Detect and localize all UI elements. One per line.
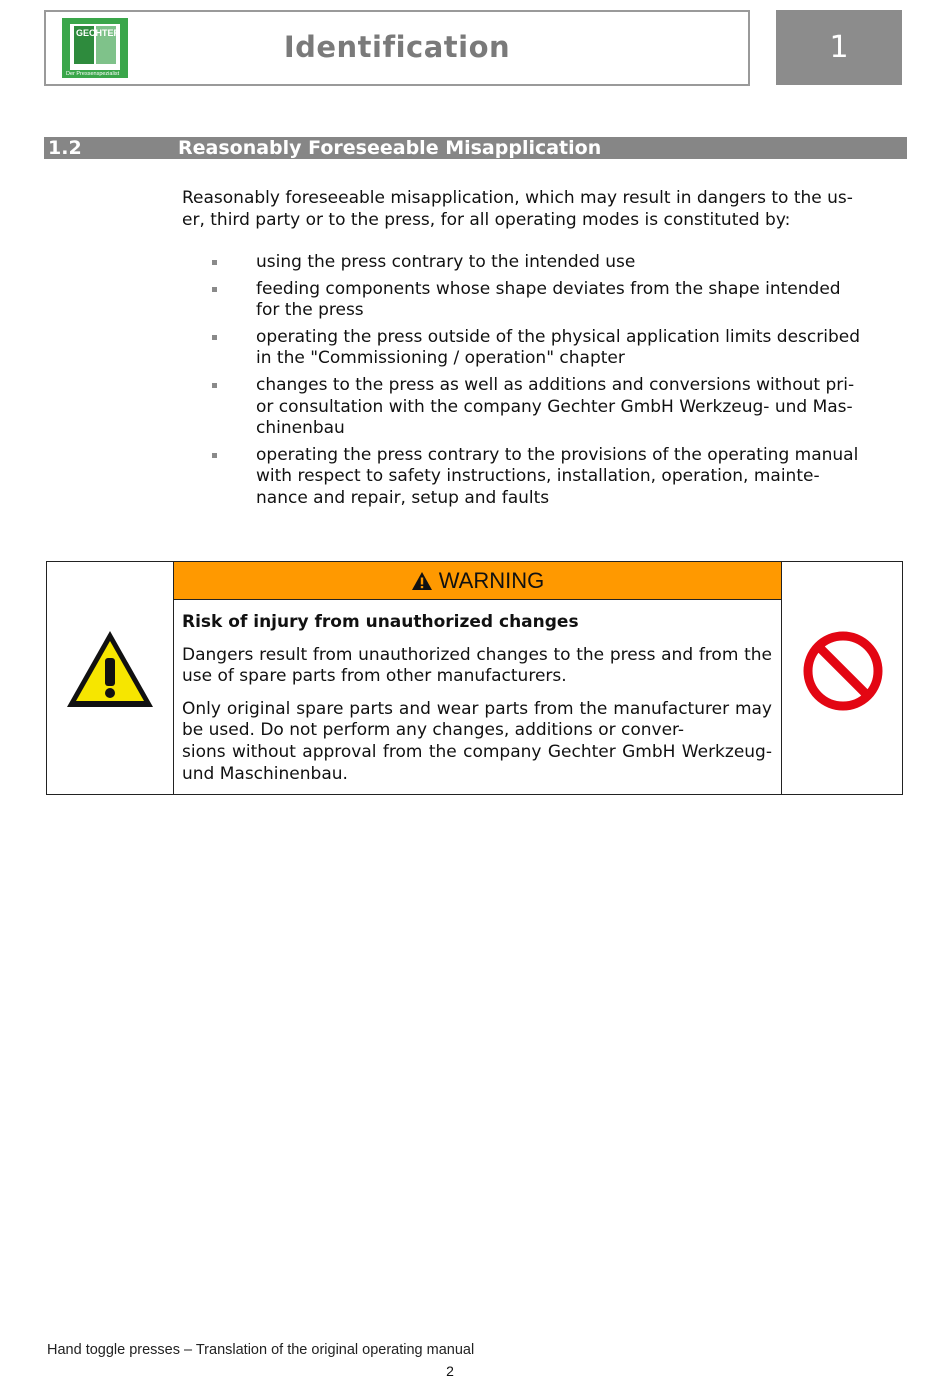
list-item-text: operating the press outside of the physical application limits described in the "Commissioning / operation" chapter [256, 326, 861, 369]
warning-paragraph-1: Dangers result from unauthorized changes to the press and from the use of spare parts from other manufacturers. [182, 644, 772, 687]
page-number: 2 [446, 1363, 454, 1379]
list-item [212, 279, 902, 322]
prohibition-icon [802, 630, 884, 712]
header-box [44, 10, 750, 86]
warning-body [182, 612, 772, 796]
warning-left-cell [47, 562, 174, 794]
chapter-number: 1 [776, 10, 902, 85]
header-title: Identification [283, 30, 511, 64]
section-heading [44, 137, 907, 159]
list-item-text: using the press contrary to the intended use [256, 252, 636, 272]
warning-risk-title: Risk of injury from unauthorized changes [182, 612, 579, 632]
warning-label: WARNING [438, 567, 545, 593]
list-item [212, 375, 902, 440]
warning-right-cell [781, 562, 903, 794]
warning-box [46, 561, 903, 795]
intro-paragraph: Reasonably foreseeable misapplication, which may result in dangers to the us- er, third party or to the press, for all operating modes is constituted by: [182, 188, 853, 230]
footer-text: Hand toggle presses – Translation of the original operating manual [47, 1342, 475, 1358]
bullet-icon [212, 383, 217, 388]
section-title: Reasonably Foreseeable Misapplication [178, 137, 602, 159]
list-item [212, 252, 902, 274]
bullet-icon [212, 335, 217, 340]
section-number: 1.2 [48, 137, 82, 159]
warning-triangle-icon [64, 628, 156, 710]
list-item-text: feeding components whose shape deviates from the shape intended for the press [256, 278, 841, 321]
warning-header [174, 562, 781, 600]
misuse-list [212, 252, 902, 515]
list-item [212, 327, 902, 370]
svg-text:GECHTER: GECHTER [76, 28, 121, 38]
svg-text:Der Pressenspezialist: Der Pressenspezialist [66, 71, 120, 77]
warning-small-icon [411, 571, 433, 591]
list-item-text: changes to the press as well as additions and conversions without pri- or consultation with the company Gechter GmbH Werkzeug- und Mas- chinenbau [256, 374, 855, 439]
bullet-icon [212, 260, 217, 265]
warning-paragraph-2: Only original spare parts and wear parts from the manufacturer may be used. Do not perform any changes, additions or conver- sions without approval from the company Gechter GmbH Werkzeug- und Maschinenbau. [182, 698, 772, 784]
bullet-icon [212, 287, 217, 292]
bullet-icon [212, 453, 217, 458]
list-item [212, 445, 902, 510]
list-item-text: operating the press contrary to the provisions of the operating manual with respect to safety instructions, installation, operation, mainte- nance and repair, setup and faults [256, 444, 859, 508]
